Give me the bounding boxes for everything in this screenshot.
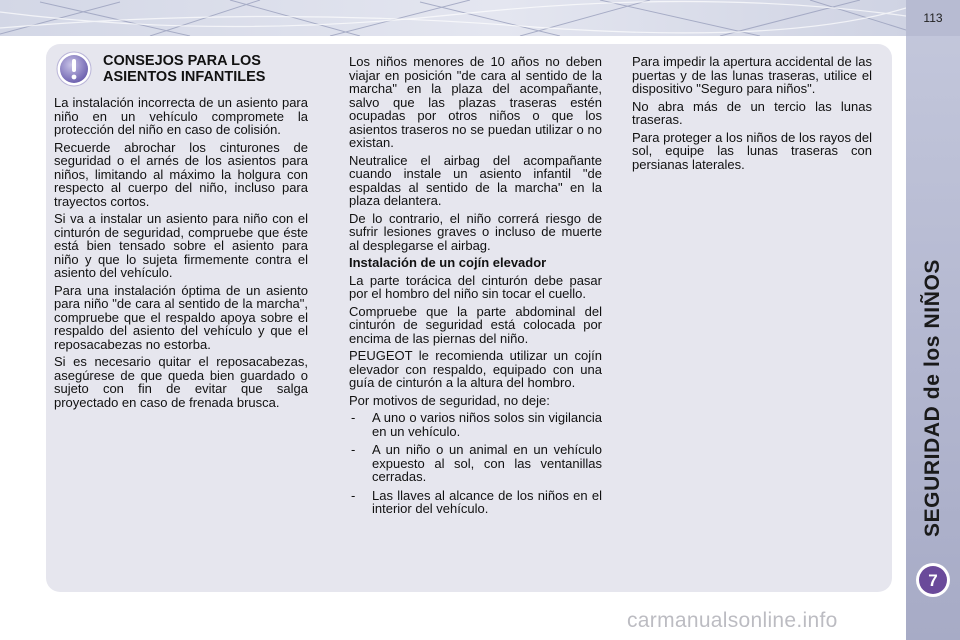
- list-item: [349, 489, 602, 516]
- subheading-booster-seat: Instalación de un cojín elevador: [349, 255, 547, 270]
- warning-list: [349, 411, 602, 516]
- column-2: [349, 55, 602, 521]
- list-item: [349, 411, 602, 438]
- header-band: [0, 0, 906, 36]
- paragraph: Si va a instalar un asiento para niño con el cinturón de seguridad, compruebe que éste está bien tensado sobre el asiento para niño y que lo sujeta firmemente contra el asiento del vehículo.: [54, 211, 308, 280]
- column-1: [54, 96, 308, 413]
- paragraph: Recuerde abrochar los cinturones de seguridad o el arnés de los asientos para niños, limitando al máximo la holgura con respecto al cuerpo del niño, incluso para trayectos cortos.: [54, 139, 308, 209]
- section-heading: CONSEJOS PARA LOS ASIENTOS INFANTILES: [103, 53, 266, 85]
- paragraph: La parte torácica del cinturón debe pasar por el hombro del niño sin tocar el cuello.: [349, 272, 602, 301]
- page-number: 113: [906, 0, 960, 36]
- paragraph: Para impedir la apertura accidental de las puertas y de las lunas traseras, utilice el dispositivo "Seguro para niños".: [632, 54, 872, 96]
- paragraph: Para proteger a los niños de los rayos del sol, equipe las lunas traseras con persianas laterales.: [632, 129, 872, 172]
- paragraph: PEUGEOT le recomienda utilizar un cojín elevador con respaldo, equipado con una guía de cinturón a la altura del hombro.: [349, 348, 602, 390]
- column-3: [632, 55, 872, 175]
- paragraph: Los niños menores de 10 años no deben viajar en posición "de cara al sentido de la marcha" en la plaza del acompañante, salvo que las plazas traseras estén ocupadas por otros niños o que los asientos traseros no se puedan utilizar o no existan.: [349, 54, 602, 150]
- exclamation-warning-icon: [56, 51, 92, 87]
- paragraph: Compruebe que la parte abdominal del cinturón de seguridad está colocada por encima de las piernas del niño.: [349, 303, 602, 346]
- paragraph: Si es necesario quitar el reposacabezas, asegúrese de que queda bien guardado o sujeto con fin de evitar que salga proyectado en caso de frenada brusca.: [54, 354, 308, 410]
- watermark: carmanualsonline.info: [627, 609, 838, 632]
- paragraph: Por motivos de seguridad, no deje:: [349, 392, 550, 408]
- paragraph: Neutralice el airbag del acompañante cuando instale un asiento infantil "de espaldas al sentido de la marcha" en la plaza delantera.: [349, 152, 602, 208]
- list-dash: -: [351, 442, 356, 457]
- paragraph: No abra más de un tercio las lunas traseras.: [632, 98, 872, 127]
- header-decoration: [0, 0, 906, 36]
- chapter-7-icon: [915, 562, 951, 598]
- paragraph: La instalación incorrecta de un asiento para niño en un vehículo compromete la protección del niño en caso de colisión.: [54, 95, 308, 137]
- paragraph: De lo contrario, el niño correrá riesgo de sufrir lesiones graves o incluso de muerte al desplegarse el airbag.: [349, 210, 602, 253]
- chapter-number: 7: [928, 571, 938, 590]
- section-title: SEGURIDAD de los NIÑOS: [921, 258, 944, 538]
- list-item-text: A uno o varios niños solos sin vigilancia en un vehículo.: [372, 410, 602, 439]
- list-item: [349, 443, 602, 484]
- paragraph: Para una instalación óptima de un asiento para niño "de cara al sentido de la marcha", compruebe que el respaldo apoya sobre el respaldo del asiento del vehículo y que el reposacabezas no estorba.: [54, 282, 308, 352]
- list-dash: -: [351, 487, 356, 503]
- list-dash: -: [351, 410, 356, 425]
- list-item-text: A un niño o un animal en un vehículo expuesto al sol, con las ventanillas cerradas.: [372, 442, 602, 484]
- list-item-text: Las llaves al alcance de los niños en el interior del vehículo.: [372, 487, 602, 516]
